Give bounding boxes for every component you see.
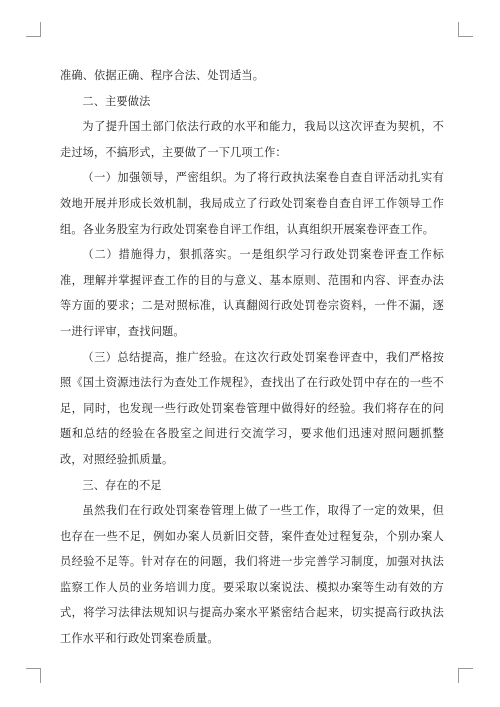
crop-mark-bottom-left [26,668,41,683]
paragraph-continuation: 准确、依据正确、程序合法、处罚适当。 [60,69,265,82]
document-body [60,63,444,652]
paragraph-item-3: （三）总结提高，推广经验。在这次行政处罚案卷评查中，我们严格按照《国土资源违法行为查处工作规程》，查找出了在行政处罚中存在的一些不足，同时，也发现一些行政处罚案卷管理中做得好的经验。我们将存在的问题和总结的经验在各股室之间进行交流学习，要求他们迅速对照问题抓整改，对照经验抓质量。 [60,350,444,466]
paragraph-item-1: （一）加强领导，严密组织。为了将行政执法案卷自查自评活动扎实有效地开展并形成长效机制，我局成立了行政处罚案卷自查自评工作领导工作组。各业务股室为行政处罚案卷自评工作组，认真组织开展案卷评查工作。 [60,171,444,236]
paragraph-shortcomings: 虽然我们在行政处罚案卷管理上做了一些工作，取得了一定的效果，但也存在一些不足，例如办案人员新旧交替，案件查处过程复杂，个别办案人员经验不足等。针对存在的问题，我们将进一步完善学习制度，加强对执法监察工作人员的业务培训力度。要采取以案说法、模拟办案等生动有效的方式，将学习法律法规知识与提高办案水平紧密结合起来，切实提高行政执法工作水平和行政处罚案卷质量。 [60,504,444,646]
section-heading-shortcomings: 三、存在的不足 [82,478,162,492]
paragraph-intro: 为了提升国土部门依法行政的水平和能力，我局以这次评查为契机，不走过场，不搞形式，主要做了一下几项工作： [60,120,444,159]
crop-mark-top-right [458,22,473,37]
crop-mark-bottom-right [458,668,473,683]
section-heading-main-practices: 二、主要做法 [82,94,151,108]
paragraph-item-2: （二）措施得力，狠抓落实。一是组织学习行政处罚案卷评查工作标准，理解并掌握评查工作的目的与意义、基本原则、范围和内容、评查办法等方面的要求；二是对照标准，认真翻阅行政处罚卷宗资料，一件不漏，逐一进行评审，查找问题。 [60,248,444,338]
crop-mark-top-left [26,22,41,37]
